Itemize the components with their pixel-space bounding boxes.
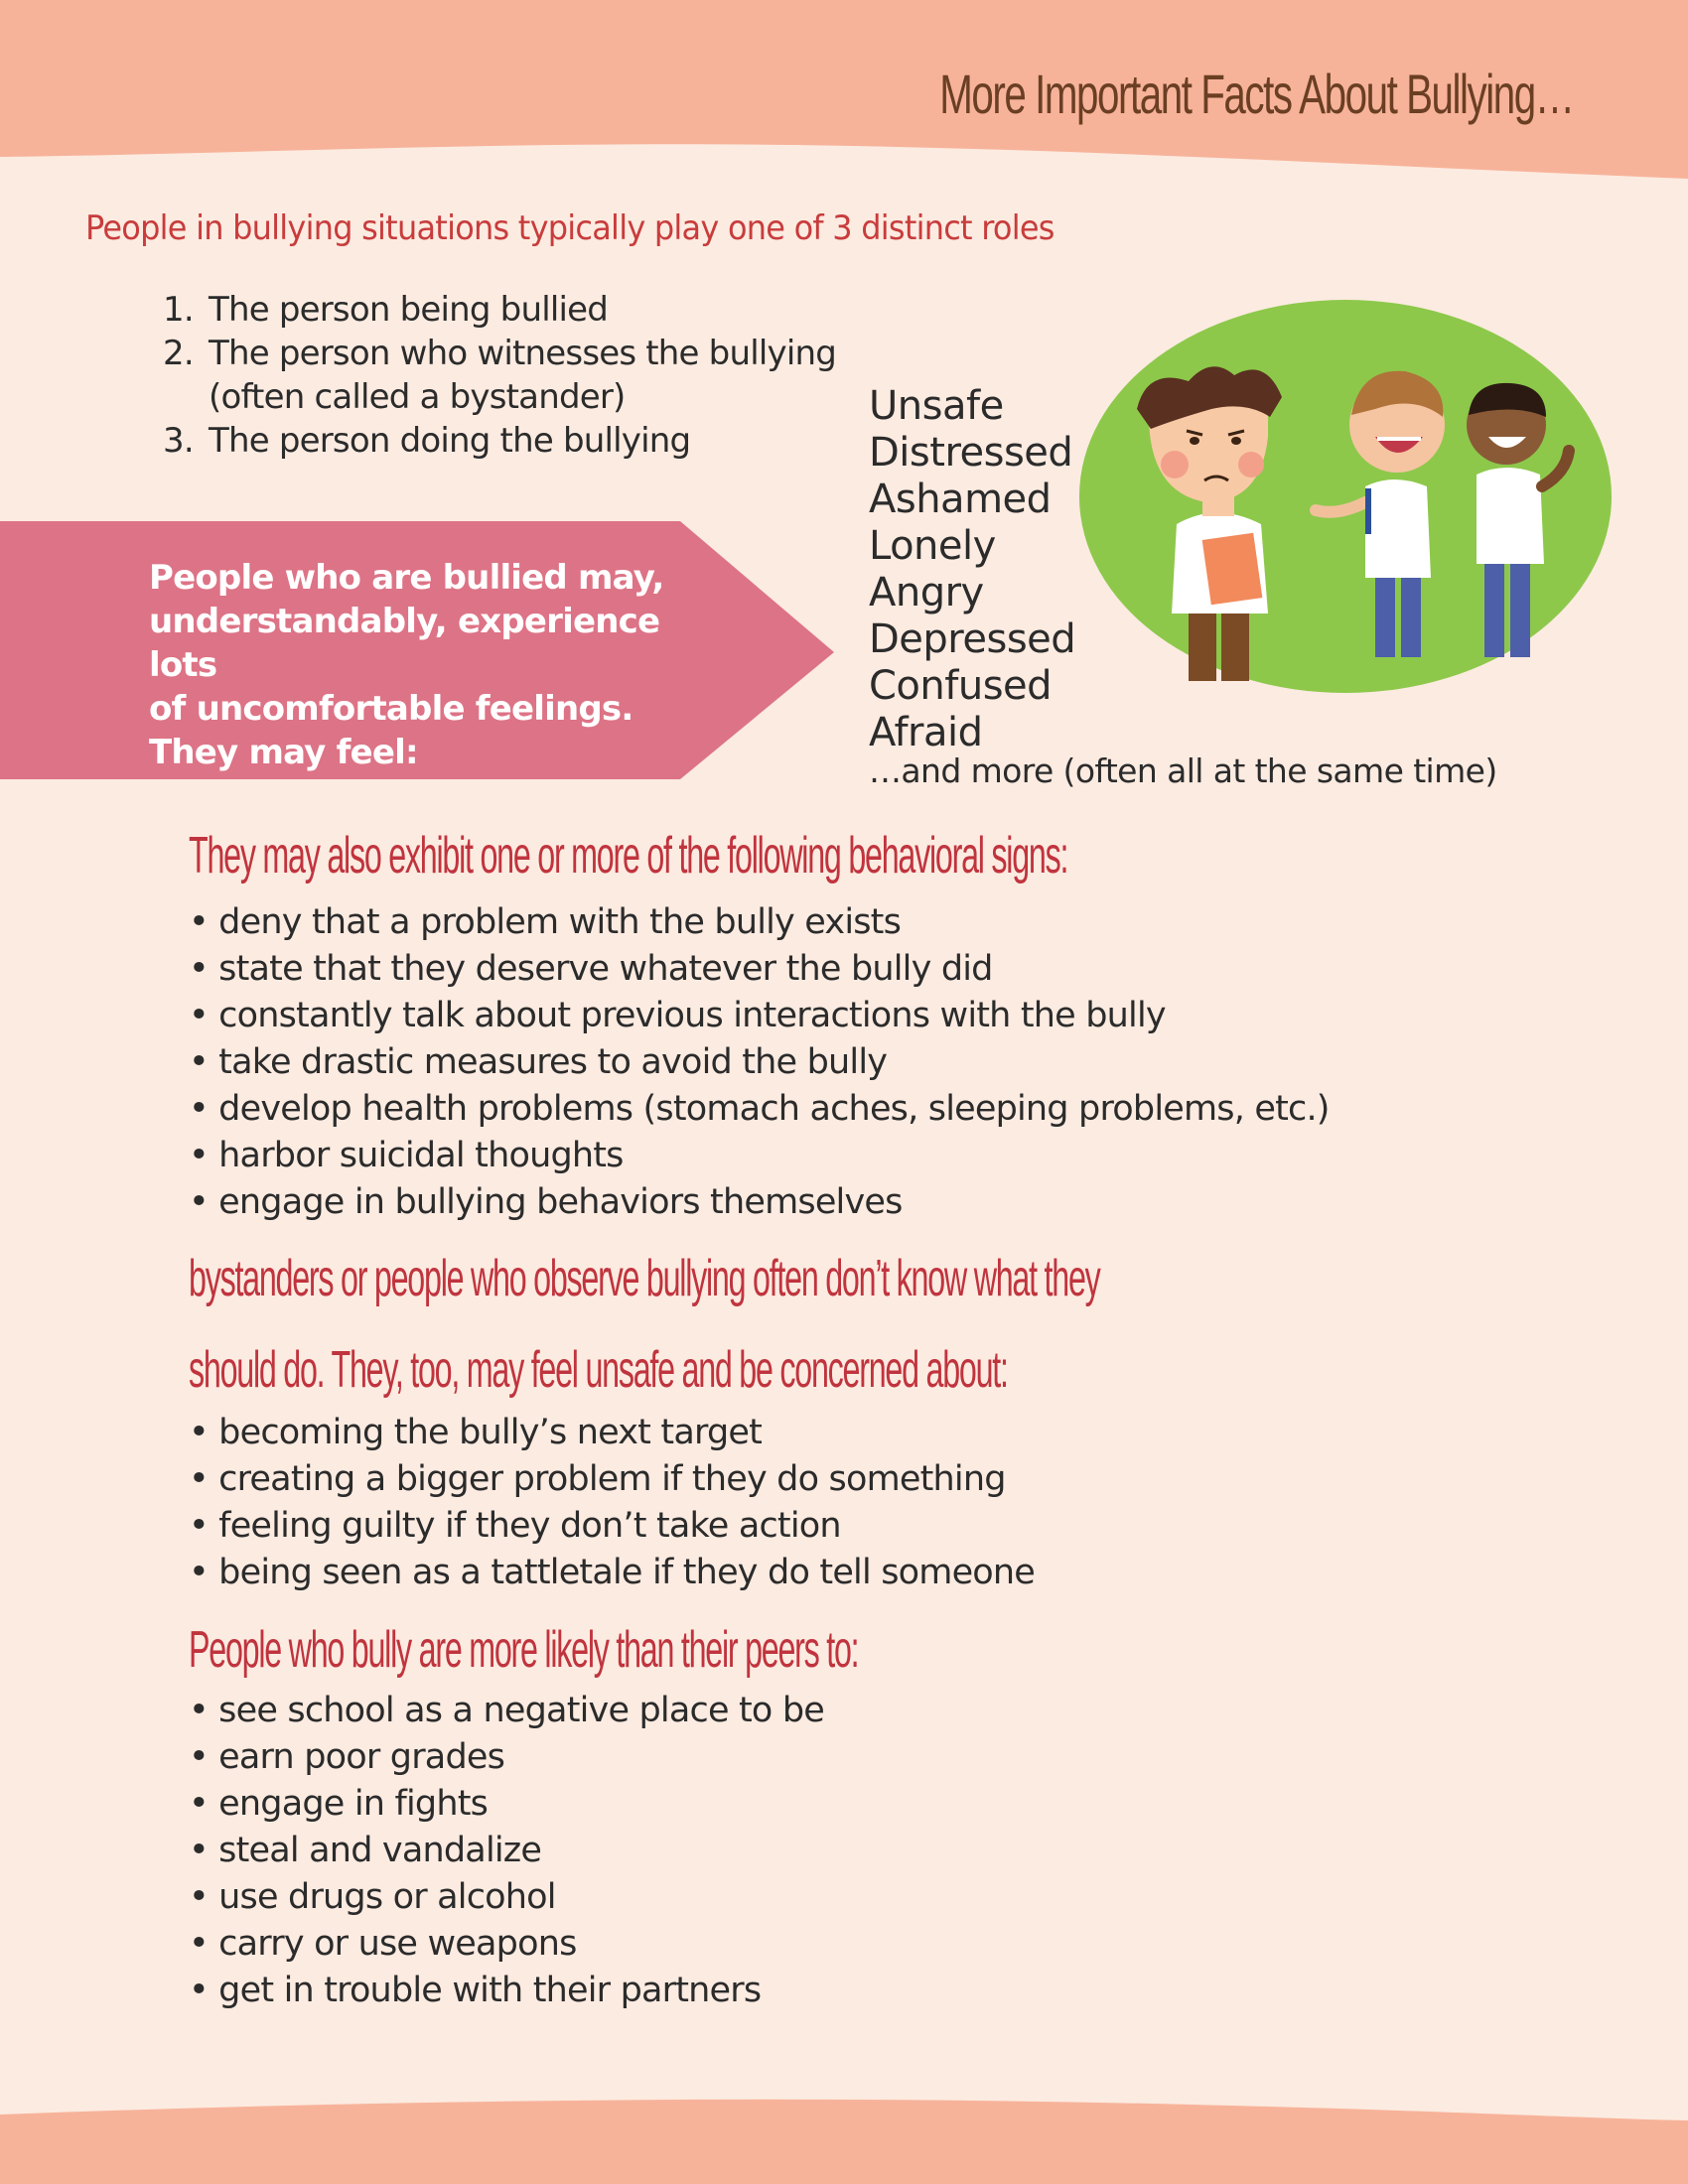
roles-intro: People in bullying situations typically play one of 3 distinct roles	[85, 208, 1055, 248]
list-item: Afraid	[869, 710, 983, 755]
list-item: • creating a bigger problem if they do something	[189, 1456, 1035, 1503]
page-title: More Important Facts About Bullying…	[939, 63, 1574, 125]
list-item: • use drugs or alcohol	[189, 1874, 824, 1921]
list-item: Confused	[869, 663, 1053, 709]
list-item: • take drastic measures to avoid the bully	[189, 1039, 1330, 1086]
list-item: 3. The person doing the bullying	[163, 421, 691, 461]
behavioral-list	[189, 899, 1330, 1226]
bullying-illustration	[1077, 298, 1614, 695]
bullies-list	[189, 1688, 824, 2014]
list-item: • becoming the bully’s next target	[189, 1410, 1035, 1456]
list-item: • deny that a problem with the bully exists	[189, 899, 1330, 946]
list-item: • constantly talk about previous interactions with the bully	[189, 993, 1330, 1039]
arrow-text: People who are bullied may, understandably, experience lots of uncomfortable feelings. They may feel:	[149, 558, 664, 772]
list-item: • engage in fights	[189, 1781, 824, 1828]
bullies-heading: People who bully are more likely than their peers to:	[189, 1621, 859, 1679]
list-item: • feeling guilty if they don’t take action	[189, 1503, 1035, 1550]
list-item: 2. The person who witnesses the bullying	[163, 334, 837, 373]
footer-band	[0, 2095, 1688, 2184]
list-item: • earn poor grades	[189, 1734, 824, 1781]
roles-list	[163, 288, 836, 463]
list-item: Distressed	[869, 430, 1073, 476]
list-item: • see school as a negative place to be	[189, 1688, 824, 1734]
bystanders-heading-line2: should do. They, too, may feel unsafe and be concerned about:	[189, 1341, 1008, 1399]
list-item: • develop health problems (stomach aches, sleeping problems, etc.)	[189, 1086, 1330, 1133]
list-item: Ashamed	[869, 477, 1052, 522]
feelings-list	[869, 383, 1075, 756]
list-item: Lonely	[869, 523, 996, 569]
feelings-more: …and more (often all at the same time)	[869, 751, 1497, 790]
list-item: 1. The person being bullied	[163, 290, 609, 330]
list-item: Unsafe	[869, 383, 1004, 429]
list-item: Angry	[869, 570, 984, 615]
bystanders-heading-line1: bystanders or people who observe bullying often don’t know what they	[189, 1250, 1100, 1307]
list-item: • engage in bullying behaviors themselves	[189, 1179, 1330, 1226]
behavioral-heading: They may also exhibit one or more of the following behavioral signs:	[189, 827, 1068, 885]
list-item: • get in trouble with their partners	[189, 1968, 824, 2014]
list-item: Depressed	[869, 616, 1076, 662]
list-item: • state that they deserve whatever the bully did	[189, 946, 1330, 993]
list-item: (often called a bystander)	[209, 377, 626, 417]
list-item: • being seen as a tattletale if they do tell someone	[189, 1550, 1035, 1596]
list-item: • steal and vandalize	[189, 1828, 824, 1874]
list-item: • carry or use weapons	[189, 1921, 824, 1968]
list-item: • harbor suicidal thoughts	[189, 1133, 1330, 1179]
bystanders-list	[189, 1410, 1035, 1596]
